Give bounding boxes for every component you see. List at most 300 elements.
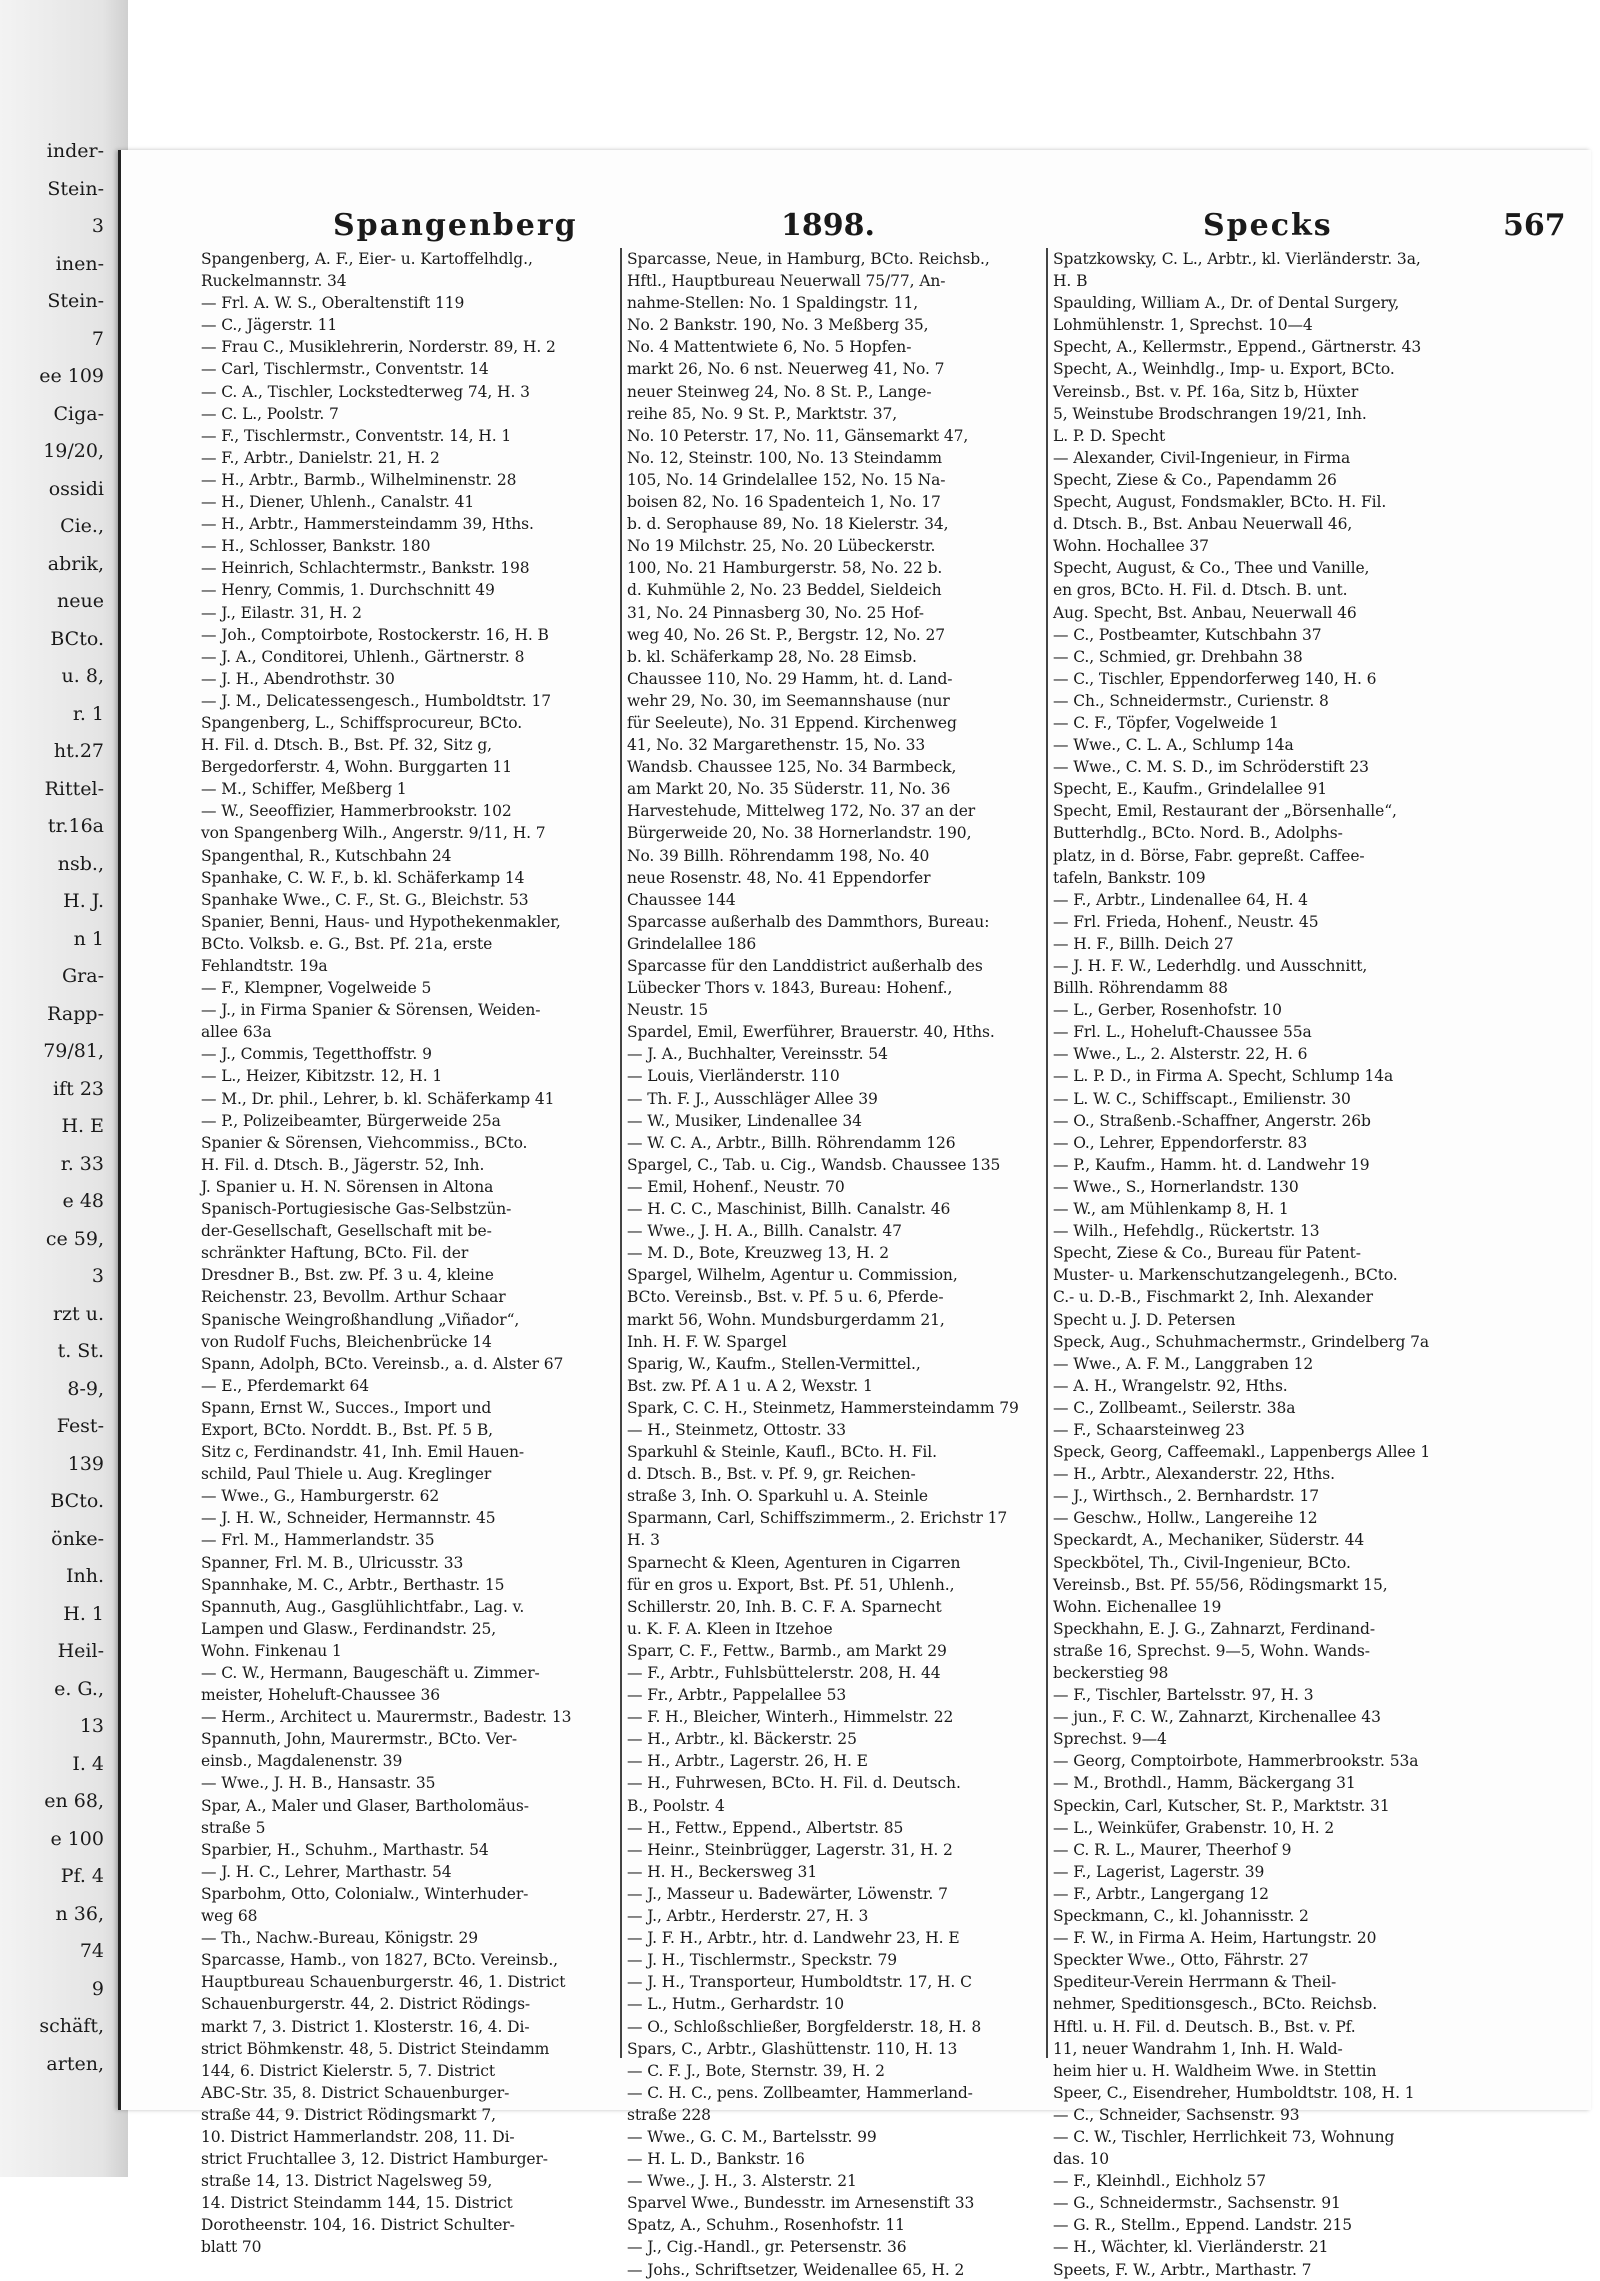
directory-line: — F., Klempner, Vogelweide 5 (201, 979, 432, 998)
adjacent-page-fragment: Rittel- (44, 778, 104, 800)
directory-line: 5, Weinstube Brodschrangen 19/21, Inh. (1053, 404, 1367, 423)
directory-line: — O., Straßenb.-Schaffner, Angerstr. 26b (1053, 1111, 1371, 1130)
directory-line: strict Böhmkenstr. 48, 5. District Steindamm (201, 2039, 550, 2058)
directory-line: — J., Masseur u. Badewärter, Löwenstr. 7 (627, 1884, 948, 1903)
directory-line: — J. F. H., Arbtr., htr. d. Landwehr 23, H. E (627, 1929, 960, 1948)
adjacent-page-fragment: n 36, (55, 1903, 104, 1925)
adjacent-page-fragment: I. 4 (72, 1753, 104, 1775)
directory-line: — F., Tischlermstr., Conventstr. 14, H. 1 (201, 426, 512, 445)
directory-line: — F. W., in Firma A. Heim, Hartungstr. 20 (1053, 1929, 1377, 1948)
adjacent-page-fragment: Gra- (61, 965, 104, 987)
directory-line: Spatzkowsky, C. L., Arbtr., kl. Vierländerstr. 3a, (1053, 250, 1421, 268)
directory-line: Billh. Röhrendamm 88 (1053, 979, 1228, 998)
directory-line: weg 68 (201, 1907, 258, 1926)
directory-line: boisen 82, No. 16 Spadenteich 1, No. 17 (627, 493, 941, 512)
directory-line: Grindelallee 186 (627, 934, 757, 953)
directory-line: Speckhahn, E. J. G., Zahnarzt, Ferdinand- (1053, 1619, 1375, 1638)
directory-line: Wandsb. Chaussee 125, No. 34 Barmbeck, (627, 758, 957, 777)
directory-line: d. Kuhmühle 2, No. 23 Beddel, Sieldeich (627, 581, 942, 600)
directory-line: Harvestehude, Mittelweg 172, No. 37 an der (627, 802, 976, 821)
directory-line: strict Fruchtallee 3, 12. District Hamburger- (201, 2150, 548, 2169)
directory-line: — Wwe., J. H. A., Billh. Canalstr. 47 (627, 1222, 902, 1241)
directory-line: Speets, F. W., Arbtr., Marthastr. 7 (1053, 2260, 1312, 2279)
directory-line: — Wwe., G., Hamburgerstr. 62 (201, 1487, 440, 1506)
directory-line: Specht u. J. D. Petersen (1053, 1310, 1236, 1329)
directory-line: 144, 6. District Kielerstr. 5, 7. District (201, 2061, 495, 2080)
directory-line: — W., Musiker, Lindenallee 34 (627, 1111, 862, 1130)
directory-line: — J. H. F. W., Lederhdlg. und Ausschnitt, (1053, 957, 1368, 975)
directory-line: — H. L. D., Bankstr. 16 (627, 2150, 805, 2169)
directory-line: Aug. Specht, Bst. Anbau, Neuerwall 46 (1053, 603, 1357, 622)
directory-line: — F., Arbtr., Fuhlsbüttelerstr. 208, H. 44 (627, 1664, 941, 1682)
adjacent-page-fragment: BCto. (50, 628, 104, 650)
directory-line: H. B (1053, 272, 1088, 291)
directory-line: — J. A., Conditorei, Uhlenh., Gärtnerstr. 8 (201, 647, 525, 666)
directory-line: Speck, Georg, Caffeemakl., Lappenbergs Allee 1 (1053, 1443, 1431, 1462)
directory-line: Hauptbureau Schauenburgerstr. 46, 1. District (201, 1973, 566, 1992)
directory-line: — Louis, Vierländerstr. 110 (627, 1067, 840, 1086)
directory-line: — G., Schneidermstr., Sachsenstr. 91 (1053, 2194, 1341, 2213)
directory-line: 100, No. 21 Hamburgerstr. 58, No. 22 b. (627, 559, 943, 578)
directory-line: — J., Commis, Tegetthoffstr. 9 (201, 1045, 432, 1064)
adjacent-page-fragment: Pf. 4 (60, 1865, 104, 1887)
directory-line: — A. H., Wrangelstr. 92, Hths. (1053, 1376, 1288, 1395)
adjacent-page-fragment: 3 (91, 215, 104, 237)
directory-line: — M., Brothdl., Hamm, Bäckergang 31 (1053, 1774, 1356, 1793)
directory-line: Spanier, Benni, Haus- und Hypothekenmakler, (201, 912, 561, 931)
directory-line: L. P. D. Specht (1053, 426, 1166, 445)
directory-line: Lampen und Glasw., Ferdinandstr. 25, (201, 1619, 497, 1638)
directory-line: straße 5 (201, 1818, 266, 1837)
directory-line: Spargel, C., Tab. u. Cig., Wandsb. Chaussee 135 (627, 1155, 1001, 1174)
directory-line: — O., Schloßschließer, Borgfelderstr. 18, H. 8 (627, 2017, 982, 2036)
directory-line: u. K. F. A. Kleen in Itzehoe (627, 1619, 833, 1638)
directory-line: — M., Dr. phil., Lehrer, b. kl. Schäferkamp 41 (201, 1089, 555, 1108)
directory-line: Bürgerweide 20, No. 38 Hornerlandstr. 190, (627, 824, 972, 843)
directory-line: beckerstieg 98 (1053, 1664, 1169, 1682)
directory-line: Speer, C., Eisendreher, Humboldtstr. 108, H. 1 (1053, 2083, 1415, 2102)
directory-line: Hftl., Hauptbureau Neuerwall 75/77, An- (627, 272, 946, 291)
directory-line: — F., Schaarsteinweg 23 (1053, 1420, 1245, 1439)
adjacent-page-fragment: Stein- (47, 178, 104, 200)
directory-line: Neustr. 15 (627, 1001, 709, 1020)
directory-line: — Wwe., C. M. S. D., im Schröderstift 23 (1053, 758, 1369, 777)
directory-line: Schauenburgerstr. 44, 2. District Rödings- (201, 1995, 531, 2014)
directory-line: b. kl. Schäferkamp 28, No. 28 Eimsb. (627, 647, 917, 666)
directory-line: — Frl. M., Hammerlandstr. 35 (201, 1531, 435, 1550)
directory-line: — L., Weinküfer, Grabenstr. 10, H. 2 (1053, 1818, 1335, 1837)
adjacent-page-fragment: abrik, (47, 553, 104, 575)
directory-line: B., Poolstr. 4 (627, 1796, 725, 1815)
directory-line: Sprechst. 9—4 (1053, 1730, 1167, 1749)
directory-line: — J., Eilastr. 31, H. 2 (201, 603, 362, 622)
column-1 (201, 248, 601, 2257)
adjacent-page-fragment: BCto. (50, 1490, 104, 1512)
directory-line: — F., Lagerist, Lagerstr. 39 (1053, 1862, 1265, 1881)
directory-line: H. 3 (627, 1531, 660, 1550)
adjacent-page-fragment: r. 1 (72, 703, 104, 725)
directory-line: Sparcasse, Hamb., von 1827, BCto. Vereinsb., (201, 1951, 558, 1970)
directory-line: weg 40, No. 26 St. P., Bergstr. 12, No. 27 (627, 625, 945, 644)
directory-line: — Heinr., Steinbrügger, Lagerstr. 31, H. 2 (627, 1840, 953, 1859)
directory-line: von Spangenberg Wilh., Angerstr. 9/11, H. 7 (201, 824, 546, 843)
directory-line: b. d. Serophause 89, No. 18 Kielerstr. 34, (627, 515, 949, 534)
adjacent-page-fragment: inen- (55, 253, 104, 275)
directory-line: Specht, Emil, Restaurant der „Börsenhalle“, (1053, 802, 1397, 821)
directory-line: 11, neuer Wandrahm 1, Inh. H. Wald- (1053, 2039, 1343, 2058)
adjacent-page-fragment: ossidi (48, 478, 104, 500)
adjacent-page-fragment: Cie., (60, 515, 104, 537)
directory-line: Spanhake, C. W. F., b. kl. Schäferkamp 14 (201, 868, 525, 887)
directory-line: — Frl. Frieda, Hohenf., Neustr. 45 (1053, 912, 1319, 931)
directory-line: für en gros u. Export, Bst. Pf. 51, Uhlenh., (627, 1575, 955, 1594)
directory-line: — Frl. A. W. S., Oberaltenstift 119 (201, 294, 465, 313)
directory-line: — C., Jägerstr. 11 (201, 316, 338, 335)
directory-line: Sparbier, H., Schuhm., Marthastr. 54 (201, 1840, 489, 1859)
directory-line: — Geschw., Hollw., Langereihe 12 (1053, 1509, 1318, 1528)
adjacent-page-fragment: 9 (91, 1978, 104, 2000)
directory-line: Speckmann, C., kl. Johannisstr. 2 (1053, 1907, 1309, 1926)
directory-line: — Wwe., A. F. M., Langgraben 12 (1053, 1354, 1314, 1373)
directory-line: markt 56, Wohn. Mundsburgerdamm 21, (627, 1310, 945, 1329)
header-right-keyword: Specks (1203, 208, 1333, 243)
adjacent-page-fragment: 19/20, (43, 440, 104, 462)
directory-line: — H., Wächter, kl. Vierländerstr. 21 (1053, 2238, 1329, 2257)
directory-line: — J., Arbtr., Herderstr. 27, H. 3 (627, 1907, 869, 1926)
directory-line: schränkter Haftung, BCto. Fil. der (201, 1244, 469, 1263)
directory-line: — C., Schneider, Sachsenstr. 93 (1053, 2105, 1300, 2124)
directory-line: Bergedorferstr. 4, Wohn. Burggarten 11 (201, 758, 513, 777)
adjacent-page-fragment: e 100 (50, 1828, 104, 1850)
directory-line: — H., Arbtr., Alexanderstr. 22, Hths. (1053, 1465, 1335, 1484)
directory-line: Specht, E., Kaufm., Grindelallee 91 (1053, 780, 1328, 799)
adjacent-page-fragment: 7 (91, 328, 104, 350)
directory-line: — Th. F. J., Ausschläger Allee 39 (627, 1089, 878, 1108)
directory-line: — J. H., Tischlermstr., Speckstr. 79 (627, 1951, 898, 1970)
adjacent-page-fragment: tr.16a (47, 815, 104, 837)
directory-line: — F., Arbtr., Danielstr. 21, H. 2 (201, 448, 440, 467)
directory-line: en gros, BCto. H. Fil. d. Dtsch. B. unt. (1053, 581, 1348, 600)
directory-line: Spatz, A., Schuhm., Rosenhofstr. 11 (627, 2216, 905, 2235)
directory-line: Spediteur-Verein Herrmann & Theil- (1053, 1973, 1337, 1992)
adjacent-page-fragment: inder- (46, 140, 104, 162)
directory-line: Spangenberg, L., Schiffsprocureur, BCto. (201, 713, 523, 732)
adjacent-page-fragment: ht.27 (53, 740, 104, 762)
directory-line: Sparmann, Carl, Schiffszimmerm., 2. Erichstr 17 (627, 1509, 1008, 1528)
directory-line: Spanische Weingroßhandlung „Viñador“, (201, 1310, 520, 1329)
directory-line: — H. H., Beckersweg 31 (627, 1862, 818, 1881)
directory-line: H. Fil. d. Dtsch. B., Bst. Pf. 32, Sitz g, (201, 736, 492, 755)
directory-line: — W., Seeoffizier, Hammerbrookstr. 102 (201, 802, 512, 821)
directory-line: — J. H. W., Schneider, Hermannstr. 45 (201, 1509, 496, 1528)
directory-line: — G. R., Stellm., Eppend. Landstr. 215 (1053, 2216, 1353, 2235)
directory-line: meister, Hoheluft-Chaussee 36 (201, 1686, 440, 1705)
adjacent-page-fragment: H. J. (63, 890, 104, 912)
directory-line: — Georg, Comptoirbote, Hammerbrookstr. 53a (1053, 1752, 1419, 1771)
directory-line: — H., Diener, Uhlenh., Canalstr. 41 (201, 493, 475, 512)
directory-line: — Wwe., J. H., 3. Alsterstr. 21 (627, 2172, 857, 2191)
directory-line: ABC-Str. 35, 8. District Schauenburger- (201, 2083, 510, 2102)
directory-line: straße 44, 9. District Rödingsmarkt 7, (201, 2105, 496, 2124)
directory-line: Specht, A., Kellermstr., Eppend., Gärtnerstr. 43 (1053, 338, 1422, 357)
directory-line: Sparcasse, Neue, in Hamburg, BCto. Reichsb., (627, 250, 990, 268)
adjacent-page-fragment: ce 59, (45, 1228, 104, 1250)
directory-line: — Heinrich, Schlachtermstr., Bankstr. 198 (201, 559, 530, 578)
directory-line: für Seeleute), No. 31 Eppend. Kirchenweg (627, 713, 957, 732)
directory-line: Sparkuhl & Steinle, Kaufl., BCto. H. Fil. (627, 1443, 937, 1462)
directory-line: — C., Postbeamter, Kutschbahn 37 (1053, 625, 1322, 644)
adjacent-page-fragment: Stein- (47, 290, 104, 312)
directory-line: Vereinsb., Bst. v. Pf. 16a, Sitz b, Hüxter (1053, 382, 1359, 401)
directory-line: No. 4 Mattentwiete 6, No. 5 Hopfen- (627, 338, 912, 357)
directory-line: nehmer, Speditionsgesch., BCto. Reichsb. (1053, 1995, 1378, 2014)
directory-line: — L. P. D., in Firma A. Specht, Schlump 14a (1053, 1067, 1394, 1086)
directory-line: allee 63a (201, 1023, 272, 1042)
directory-line: — Joh., Comptoirbote, Rostockerstr. 16, H. B (201, 625, 549, 644)
directory-line: 41, No. 32 Margarethenstr. 15, No. 33 (627, 736, 926, 755)
directory-line: Inh. H. F. W. Spargel (627, 1332, 787, 1351)
directory-line: am Markt 20, No. 35 Süderstr. 11, No. 36 (627, 780, 951, 799)
directory-line: Spar, A., Maler und Glaser, Bartholomäus- (201, 1796, 529, 1815)
adjacent-page-fragment: n 1 (73, 928, 104, 950)
directory-line: Spardel, Emil, Ewerführer, Brauerstr. 40, Hths. (627, 1023, 995, 1042)
directory-line: Wohn. Finkenau 1 (201, 1641, 342, 1660)
directory-line: — Wwe., S., Hornerlandstr. 130 (1053, 1177, 1299, 1196)
directory-line: schild, Paul Thiele u. Aug. Kreglinger (201, 1465, 492, 1484)
directory-line: — Ch., Schneidermstr., Curienstr. 8 (1053, 691, 1329, 710)
directory-line: Specht, August, Fondsmakler, BCto. H. Fil. (1053, 493, 1387, 512)
directory-line: Sparbohm, Otto, Colonialw., Winterhuder- (201, 1884, 529, 1903)
adjacent-page-fragment: Heil- (57, 1640, 104, 1662)
directory-line: No 19 Milchstr. 25, No. 20 Lübeckerstr. (627, 537, 936, 556)
directory-line: BCto. Vereinsb., Bst. v. Pf. 5 u. 6, Pferde- (627, 1288, 944, 1307)
directory-line: Spargel, Wilhelm, Agentur u. Commission, (627, 1266, 958, 1285)
directory-line: das. 10 (1053, 2150, 1109, 2169)
directory-line: Sparcasse außerhalb des Dammthors, Bureau: (627, 912, 990, 931)
adjacent-page-fragment: arten, (46, 2053, 104, 2075)
adjacent-page-fragment: neue (57, 590, 104, 612)
directory-line: markt 26, No. 6 nst. Neuerweg 41, No. 7 (627, 360, 945, 379)
directory-line: — Fr., Arbtr., Pappelallee 53 (627, 1686, 847, 1705)
directory-line: — J. H., Abendrothstr. 30 (201, 669, 395, 688)
adjacent-page-fragment: t. St. (57, 1340, 104, 1362)
directory-line: Spanhake Wwe., C. F., St. G., Bleichstr. 53 (201, 890, 529, 909)
directory-line: 105, No. 14 Grindelallee 152, No. 15 Na- (627, 470, 946, 489)
directory-line: Spanier & Sörensen, Viehcommiss., BCto. (201, 1133, 528, 1152)
header-left-keyword: Spangenberg (333, 208, 578, 243)
directory-line: — C. F. J., Bote, Sternstr. 39, H. 2 (627, 2061, 885, 2080)
directory-line: — Wwe., G. C. M., Bartelsstr. 99 (627, 2127, 877, 2146)
adjacent-page-fragment: H. 1 (63, 1603, 104, 1625)
directory-line: — Wwe., J. H. B., Hansastr. 35 (201, 1774, 436, 1793)
directory-line: Spanisch-Portugiesische Gas-Selbstzün- (201, 1200, 512, 1219)
header-year: 1898. (781, 208, 875, 243)
directory-line: — Th., Nachw.-Bureau, Königstr. 29 (201, 1929, 479, 1948)
directory-line: — F., Kleinhdl., Eichholz 57 (1053, 2172, 1267, 2191)
directory-line: — J. A., Buchhalter, Vereinsstr. 54 (627, 1045, 888, 1064)
adjacent-page-fragment: e 48 (62, 1190, 104, 1212)
directory-line: d. Dtsch. B., Bst. Anbau Neuerwall 46, (1053, 515, 1353, 534)
adjacent-page-fragment: Rapp- (47, 1003, 104, 1025)
directory-line: Specht, Ziese & Co., Bureau für Patent- (1053, 1244, 1361, 1263)
directory-line: Spark, C. C. H., Steinmetz, Hammersteindamm 79 (627, 1398, 1019, 1417)
directory-line: — M. D., Bote, Kreuzweg 13, H. 2 (627, 1244, 889, 1263)
adjacent-page-text-fragments (0, 140, 110, 2090)
directory-line: straße 16, Sprechst. 9—5, Wohn. Wands- (1053, 1641, 1370, 1660)
directory-line: — C. H. C., pens. Zollbeamter, Hammerland- (627, 2083, 973, 2102)
directory-line: Speckbötel, Th., Civil-Ingenieur, BCto. (1053, 1553, 1351, 1572)
directory-line: Butterhdlg., BCto. Nord. B., Adolphs- (1053, 824, 1343, 843)
directory-line: Speck, Aug., Schuhmachermstr., Grindelberg 7a (1053, 1332, 1430, 1351)
directory-line: — P., Kaufm., Hamm. ht. d. Landwehr 19 (1053, 1155, 1370, 1174)
directory-line: Dresdner B., Bst. zw. Pf. 3 u. 4, kleine (201, 1266, 494, 1285)
directory-line: straße 3, Inh. O. Sparkuhl u. A. Steinle (627, 1487, 929, 1506)
directory-line: — J. M., Delicatessengesch., Humboldtstr. 17 (201, 691, 551, 710)
adjacent-page-fragment: e. G., (54, 1678, 104, 1700)
directory-line: — H., Arbtr., Barmb., Wilhelminenstr. 28 (201, 470, 517, 489)
directory-line: — Wilh., Hefehdlg., Rückertstr. 13 (1053, 1222, 1320, 1241)
directory-line: — Wwe., C. L. A., Schlump 14a (1053, 736, 1294, 755)
directory-line: — C. W., Tischler, Herrlichkeit 73, Wohnung (1053, 2127, 1395, 2146)
page-header (121, 208, 1591, 244)
directory-line: — P., Polizeibeamter, Bürgerweide 25a (201, 1111, 501, 1130)
directory-line: No. 12, Steinstr. 100, No. 13 Steindamm (627, 448, 942, 467)
directory-line: Hftl. u. H. Fil. d. Deutsch. B., Bst. v. Pf. (1053, 2017, 1356, 2036)
directory-line: — W. C. A., Arbtr., Billh. Röhrendamm 126 (627, 1133, 956, 1152)
directory-line: — J., Cig.-Handl., gr. Petersenstr. 36 (627, 2238, 907, 2257)
directory-line: Spars, C., Arbtr., Glashüttenstr. 110, H. 13 (627, 2039, 958, 2058)
directory-line: — C. W., Hermann, Baugeschäft u. Zimmer- (201, 1664, 540, 1682)
directory-line: Export, BCto. Norddt. B., Bst. Pf. 5 B, (201, 1420, 493, 1439)
adjacent-page-fragment: schäft, (39, 2015, 104, 2037)
directory-line: — Alexander, Civil-Ingenieur, in Firma (1053, 448, 1351, 467)
directory-line: No. 39 Billh. Röhrendamm 198, No. 40 (627, 846, 930, 865)
directory-line: — J. H. C., Lehrer, Marthastr. 54 (201, 1862, 452, 1881)
directory-line: Speckardt, A., Mechaniker, Süderstr. 44 (1053, 1531, 1365, 1550)
directory-line: — Frl. L., Hoheluft-Chaussee 55a (1053, 1023, 1312, 1042)
directory-line: — F., Tischler, Bartelsstr. 97, H. 3 (1053, 1686, 1314, 1705)
adjacent-page-fragment: 79/81, (43, 1040, 104, 1062)
directory-line: Fehlandtstr. 19a (201, 957, 328, 975)
directory-line: 31, No. 24 Pinnasberg 30, No. 25 Hof- (627, 603, 924, 622)
directory-line: Bst. zw. Pf. A 1 u. A 2, Wexstr. 1 (627, 1376, 873, 1395)
adjacent-page-fragment: Ciga- (53, 403, 104, 425)
directory-line: d. Dtsch. B., Bst. v. Pf. 9, gr. Reichen- (627, 1465, 916, 1484)
page-number: 567 (1503, 208, 1566, 243)
adjacent-page-fragment: r. 33 (60, 1153, 104, 1175)
directory-line: reihe 85, No. 9 St. P., Marktstr. 37, (627, 404, 898, 423)
directory-line: — L. W. C., Schiffscapt., Emilienstr. 30 (1053, 1089, 1351, 1108)
directory-line: Spanner, Frl. M. B., Ulricusstr. 33 (201, 1553, 464, 1572)
directory-line: straße 14, 13. District Nagelsweg 59, (201, 2172, 493, 2191)
adjacent-page-fragment: 74 (79, 1940, 104, 1962)
adjacent-page-fragment: 8-9, (67, 1378, 104, 1400)
directory-line: wehr 29, No. 30, im Seemannshause (nur (627, 691, 950, 710)
directory-line: — W., am Mühlenkamp 8, H. 1 (1053, 1200, 1289, 1219)
column-2 (627, 248, 1027, 2279)
directory-line: — Frau C., Musiklehrerin, Norderstr. 89, H. 2 (201, 338, 556, 357)
directory-line: No. 2 Bankstr. 190, No. 3 Meßberg 35, (627, 316, 929, 335)
directory-line: — Henry, Commis, 1. Durchschnitt 49 (201, 581, 495, 600)
column-divider (620, 248, 622, 2058)
column-3 (1053, 248, 1488, 2279)
adjacent-page-fragment: H. E (61, 1115, 104, 1137)
directory-line: Vereinsb., Bst. Pf. 55/56, Rödingsmarkt 15, (1053, 1575, 1388, 1594)
directory-line: — F. H., Bleicher, Winterh., Himmelstr. 22 (627, 1708, 954, 1727)
adjacent-page-fragment: Inh. (65, 1565, 104, 1587)
directory-line: Wohn. Hochallee 37 (1053, 537, 1209, 556)
adjacent-page-fragment: nsb., (57, 853, 104, 875)
directory-line: BCto. Volksb. e. G., Bst. Pf. 21a, erste (201, 934, 493, 953)
directory-line: heim hier u. H. Waldheim Wwe. in Stettin (1053, 2061, 1377, 2080)
directory-line: Sparig, W., Kaufm., Stellen-Vermittel., (627, 1354, 921, 1373)
directory-line: — Emil, Hohenf., Neustr. 70 (627, 1177, 845, 1196)
directory-line: — H., Schlosser, Bankstr. 180 (201, 537, 431, 556)
adjacent-page-fragment: Fest- (56, 1415, 104, 1437)
directory-line: Spannhake, M. C., Arbtr., Berthastr. 15 (201, 1575, 505, 1594)
directory-line: markt 7, 3. District 1. Klosterstr. 16, 4. Di- (201, 2017, 530, 2036)
directory-line: Spann, Adolph, BCto. Vereinsb., a. d. Alster 67 (201, 1354, 564, 1373)
directory-line: — C., Schmied, gr. Drehbahn 38 (1053, 647, 1303, 666)
directory-line: — C., Zollbeamt., Seilerstr. 38a (1053, 1398, 1296, 1417)
directory-line: — H., Fuhrwesen, BCto. H. Fil. d. Deutsch. (627, 1774, 961, 1793)
directory-line: — J., in Firma Spanier & Sörensen, Weiden- (201, 1001, 541, 1020)
directory-line: — M., Schiffer, Meßberg 1 (201, 780, 407, 799)
adjacent-page-fragment: 139 (67, 1453, 104, 1475)
directory-line: Speckter Wwe., Otto, Fährstr. 27 (1053, 1951, 1309, 1970)
directory-line: Muster- u. Markenschutzangelegenh., BCto. (1053, 1266, 1398, 1285)
adjacent-page-fragment: en 68, (44, 1790, 104, 1812)
directory-line: Lohmühlenstr. 1, Sprechst. 10—4 (1053, 316, 1313, 335)
directory-line: — C. F., Töpfer, Vogelweide 1 (1053, 713, 1279, 732)
directory-line: Ruckelmannstr. 34 (201, 272, 347, 291)
directory-line: Schillerstr. 20, Inh. B. C. F. A. Sparnecht (627, 1597, 942, 1616)
directory-line: Chaussee 144 (627, 890, 736, 909)
directory-line: Wohn. Eichenallee 19 (1053, 1597, 1222, 1616)
directory-line: Sitz c, Ferdinandstr. 41, Inh. Emil Hauen- (201, 1443, 524, 1462)
directory-line: Speckin, Carl, Kutscher, St. P., Marktstr. 31 (1053, 1796, 1390, 1815)
directory-line: — H., Fettw., Eppend., Albertstr. 85 (627, 1818, 904, 1837)
adjacent-page-fragment: önke- (51, 1528, 104, 1550)
directory-line: Spann, Ernst W., Succes., Import und (201, 1398, 492, 1417)
directory-line: — H. C. C., Maschinist, Billh. Canalstr. 46 (627, 1200, 951, 1219)
directory-line: Spangenthal, R., Kutschbahn 24 (201, 846, 452, 865)
directory-line: — C. A., Tischler, Lockstedterweg 74, H. 3 (201, 382, 530, 401)
directory-line: Specht, August, & Co., Thee und Vanille, (1053, 559, 1370, 578)
directory-line: Dorotheenstr. 104, 16. District Schulter- (201, 2216, 515, 2235)
directory-line: Sparcasse für den Landdistrict außerhalb des (627, 957, 983, 975)
directory-line: — L., Hutm., Gerhardstr. 10 (627, 1995, 844, 2014)
directory-page (118, 150, 1591, 2279)
directory-line: Specht, Ziese & Co., Papendamm 26 (1053, 470, 1337, 489)
adjacent-page-fragment: u. 8, (61, 665, 104, 687)
directory-line: — H., Arbtr., Lagerstr. 26, H. E (627, 1752, 868, 1771)
directory-line: von Rudolf Fuchs, Bleichenbrücke 14 (201, 1332, 492, 1351)
adjacent-page-fragment: ee 109 (39, 365, 104, 387)
directory-line: — F., Arbtr., Langergang 12 (1053, 1884, 1269, 1903)
directory-line: einsb., Magdalenenstr. 39 (201, 1752, 403, 1771)
directory-line: — Carl, Tischlermstr., Conventstr. 14 (201, 360, 489, 379)
directory-line: — F., Arbtr., Lindenallee 64, H. 4 (1053, 890, 1308, 909)
directory-line: tafeln, Bankstr. 109 (1053, 868, 1206, 887)
directory-line: — C. R. L., Maurer, Theerhof 9 (1053, 1840, 1292, 1859)
adjacent-page-fragment: ift 23 (53, 1078, 104, 1100)
directory-line: — H., Arbtr., Hammersteindamm 39, Hths. (201, 515, 534, 534)
directory-line: Reichenstr. 23, Bevollm. Arthur Schaar (201, 1288, 506, 1307)
directory-line: — H. F., Billh. Deich 27 (1053, 934, 1234, 953)
directory-line: blatt 70 (201, 2238, 262, 2257)
directory-line: Spaulding, William A., Dr. of Dental Surgery, (1053, 294, 1400, 313)
